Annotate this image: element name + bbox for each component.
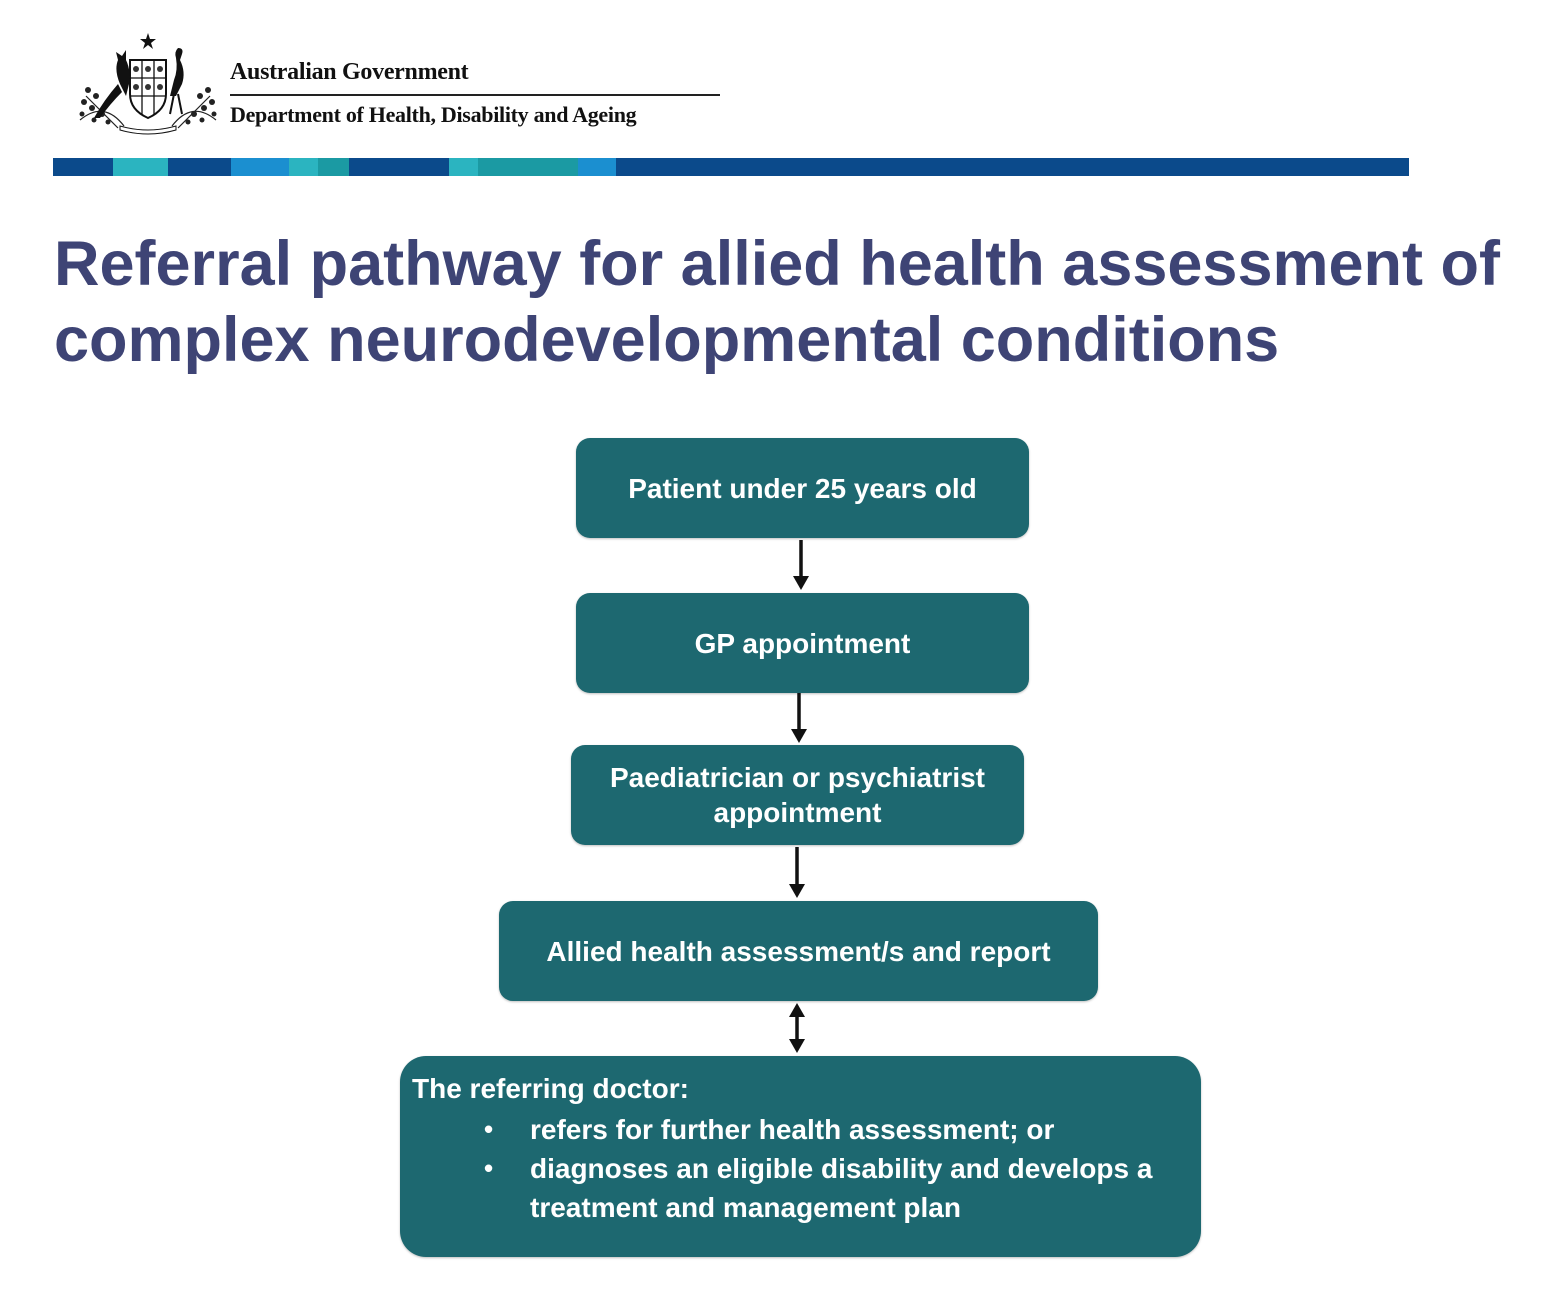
flow-step-label: Allied health assessment/s and report (546, 935, 1051, 967)
down-arrow-icon (787, 847, 807, 899)
down-arrow-icon (791, 540, 811, 591)
down-arrow-icon (789, 693, 809, 744)
flow-step-patient (576, 438, 1029, 538)
list-item (412, 1149, 1180, 1227)
referring-doctor-options (412, 1110, 1201, 1227)
flow-step-gp (576, 593, 1029, 693)
stripe-segment (231, 158, 289, 176)
stripe-segment (616, 158, 1409, 176)
bidirectional-arrow-icon (787, 1002, 807, 1054)
header-divider (230, 94, 720, 96)
page-title: Referral pathway for allied health assessment of complex neurodevelopmental conditions (54, 229, 1500, 375)
stripe-segment (449, 158, 478, 176)
stripe-segment (318, 158, 349, 176)
referring-doctor-heading: The referring doctor: (412, 1073, 689, 1104)
bullet-icon: • (484, 1114, 494, 1144)
department-name: Department of Health, Disability and Ageing (230, 102, 637, 127)
list-item-text: diagnoses an eligible disability and develops a treatment and management plan (530, 1153, 1153, 1223)
flow-step-label: GP appointment (694, 627, 911, 659)
stripe-segment (53, 158, 113, 176)
flow-step-label: Paediatrician or psychiatrist appointment (609, 762, 986, 828)
flow-step-referring-doctor (400, 1056, 1201, 1257)
bullet-icon: • (484, 1153, 494, 1183)
flow-step-allied-health (499, 901, 1098, 1001)
flow-step-label: Patient under 25 years old (628, 472, 977, 504)
government-name: Australian Government (230, 59, 469, 85)
stripe-segment (578, 158, 616, 176)
commonwealth-coat-of-arms-icon (74, 30, 222, 138)
stripe-segment (168, 158, 231, 176)
flow-step-specialist (571, 745, 1024, 845)
stripe-segment (289, 158, 318, 176)
stripe-segment (349, 158, 449, 176)
list-item-text: refers for further health assessment; or (530, 1114, 1055, 1145)
header-stripe (53, 158, 1409, 176)
stripe-segment (478, 158, 578, 176)
list-item (412, 1110, 1180, 1149)
stripe-segment (113, 158, 168, 176)
